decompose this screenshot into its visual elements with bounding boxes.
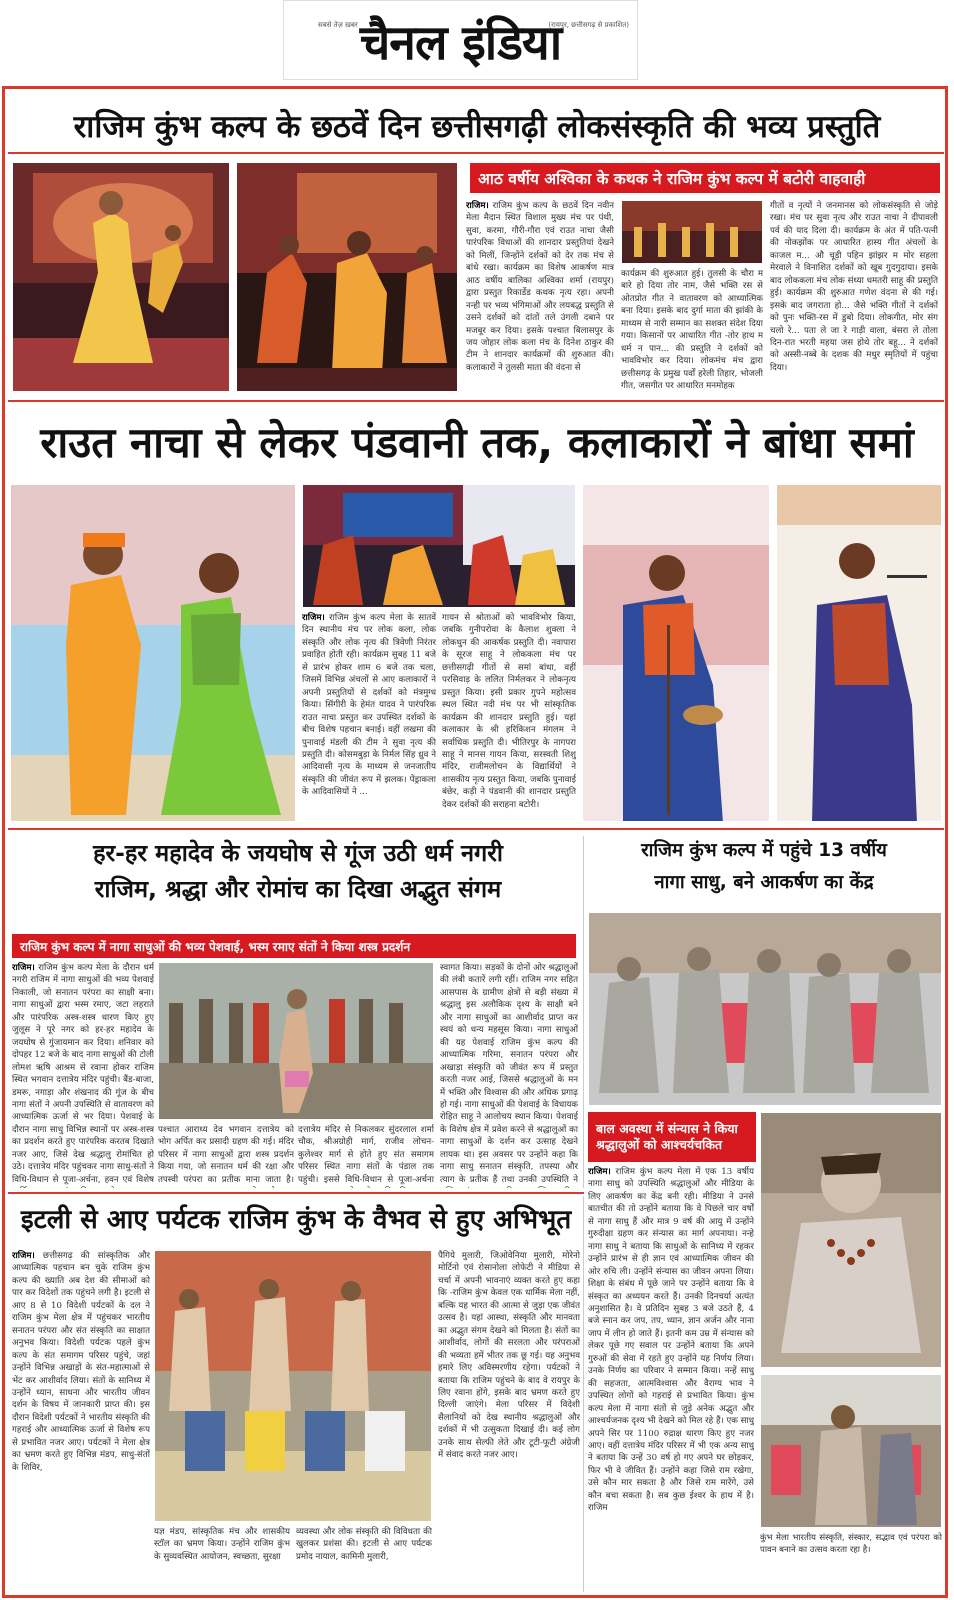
photo-stage-performance: [621, 200, 763, 264]
photo-female-singer-mic: [776, 484, 942, 822]
story4-headline-line1: राजिम कुंभ कल्प में पहुंचे 13 वर्षीय: [641, 840, 887, 861]
masthead-subtitle: (रायपुर, छत्तीसगढ़ से प्रकाशित): [548, 21, 629, 29]
story4-headline-line2: नागा साधु, बने आकर्षण का केंद्र: [654, 872, 874, 893]
story3-headline-line2: राजिम, श्रद्धा और रोमांच का दिखा अद्भुत संगम: [94, 875, 502, 903]
story3-subhead: राजिम कुंभ कल्प में नागा साधुओं की भव्य पेशवाई, भस्म रमाए संतों ने किया शस्त्र प्रदर्शन: [12, 934, 576, 958]
photo-kathak-dancer: [12, 162, 230, 392]
story3-text-col4: स्वागत किया। सड़कों के दोनों ओर श्रद्धालुओं की लंबी कतारें लगी रहीं। राजिम नगर सहित आसपास के ग्रामीण क्षेत्रों से बड़ी संख्या में श्रद्धालु इस अलौकिक दृश्य के साक्षी बने और नागा साधुओं का आशीर्वाद प्राप्त कर स्वयं को धन्य महसूस किया। नागा साधुओं की यह पेशवाई राजिम कुंभ कल्प की आध्यात्मिक गरिमा, सनातन परंपरा और अखाड़ा संस्कृति को जीवंत रूप में प्रस्तुत करती नजर आई, जिससे श्रद्धालुओं के मन में भक्ति और विश्वास की और अधिक प्रगाढ़ हो गई। नागा साधुओं की पेशवाई के विधायक रोहित साहू ने आलोचय स्थान किया। पेशवाई के विशेष क्षेत्र में प्रवेश करने से श्रद्धालुओं का नागा साधुओं के दर्शन कर उत्साह देखने लायक था। इस अवसर पर उन्होंने कहा कि नागा साधु सनातन संस्कृति, तपस्या और त्याग के प्रतीक हैं तथा उनकी उपस्थिति ने: [440, 963, 578, 1185]
story5-text-col4: पैगिये मुलारी, जिओवेनिया मुलारी, मोरेनो मोर्टिनो एवं रोसानोला लोफेटी ने मीडिया से चर्चा में अपनी भावनाएं व्यक्त करते हुए कहा कि -राजिम कुंभ केवल एक धार्मिक मेला नहीं, बल्कि यह भारत की आत्मा से जुड़ा एक जीवंत उत्सव है। यहां आस्था, संस्कृति और मानवता का अद्भुत संगम देखने को मिलता है। संतों का आशीर्वाद, लोगों की सरलता और परंपराओं की भव्यता हमें भीतर तक छू गई। यह अनुभव हमारे लिए अविस्मरणीय रहेगा। पर्यटकों ने बताया कि राजिम पहुंचने के बाद वे रायपुर के लिए रवाना होंगे, इसके बाद भ्रमण करते हुए दिल्ली जाएंगे। मेला परिसर में विदेशी सैलानियों को देख स्थानीय श्रद्धालुओं और दर्शकों में भी उत्सुकता दिखाई दी। कई लोग उनके साथ सेल्फी लेते और टूटी-फूटी अंग्रेजी में संवाद करते नजर आए।: [438, 1251, 580, 1461]
story2-text-col2: गायन से श्रोताओं को भावविभोर किया, जबकि गुनीपरोवा के कैलाश शुक्ला ने लोकधुन की आकर्षक प्रस्तुति दी। नवापारा के सूरज साहू ने लोककला मंच पर छत्तीसगढ़ी गीतों से समां बांधा, वहीं परसिवाड़ के ललित निर्मलकर ने लोकनृत्य प्रस्तुत किया। इसी प्रकार गुपने महोत्सव स्थल स्थित नदी मंच पर भी सांस्कृतिक कार्यक्रम की शानदार प्रस्तुति हुई। यहां कलाकार के श्री हरिकिशन मंगलम ने सर्वाधिक प्रस्तुति दी। भीतिरपुर के नागपरा साहू ने मानस गायन किया, सरस्वती शिशु मंदिर, राजीमलोचन के विद्यार्थियों ने शासकीय नृत्य प्रस्तुत किया, जबकि पुनावाई बंछेर, कड़ी ने पंडवानी की शानदार प्रस्तुति देकर दर्शकों की सराहना बटोरी।: [442, 613, 576, 810]
photo-naga-peshwai: [158, 962, 434, 1120]
photo-pandwani-performance: [302, 484, 576, 608]
photo-female-singer-ektara: [582, 484, 770, 822]
story2-text-col1: राजिम। राजिम कुंभ कल्प मेला के सातवें दिन स्थानीय मंच पर लोक कला, लोक संस्कृति और लोक नृत्य की त्रिवेणी निरंतर प्रवाहित होती रही। कार्यक्रम सुबह 11 बजे से प्रारंभ होकर शाम 6 बजे तक चला, जिसमें विभिन्न अंचलों से आए कलाकारों ने अपनी प्रस्तुतियों से दर्शकों को मंत्रमुग्ध किया। सिंगीरी के हेमंत यादव ने पारंपरिक राउत नाचा प्रस्तुत कर उपस्थित दर्शकों के बीच विशेष पहचान बनाई। वहीं लखमा की पुनावाई मंडली की टीम ने सुवा नृत्य की प्रस्तुति दी। कोसमबुड़ा के निर्मल सिंह ध्रुव ने आदिवासी नृत्य के माध्यम से जनजातीय संस्कृति की जीवंत रूप में झलक। पेंड्राकला के आदिवासियों ने ...: [302, 613, 436, 798]
divider: [8, 152, 944, 154]
story4-caption: कुंभ मेला भारतीय संस्कृति, संस्कार, सद्भाव एवं परंपरा को पावन बनाने का उत्सव करता रहा है।: [760, 1533, 942, 1556]
divider: [583, 1196, 584, 1592]
divider: [583, 836, 584, 1188]
story5-text-col3: व्यवस्था और लोक संस्कृति की विविधता की खुलकर प्रशंसा की। इटली से आए पर्यटक प्रमोद नायाल, कामिनी मुलारी,: [296, 1527, 432, 1562]
photo-raut-nacha-dancers: [10, 484, 296, 822]
photo-young-naga-sadhu: [760, 1112, 942, 1368]
photo-italian-tourists: [154, 1250, 432, 1522]
divider: [8, 1192, 584, 1194]
story1-text-col1: राजिम। राजिम कुंभ कल्प के छठवें दिन नवीन मेला मैदान स्थित विशाल मुख्य मंच पर पंथी, सुवा, करमा, गौरी-गौरा एवं राउत नाचा जैसी पारंपरिक विधाओं की शानदार प्रस्तुतियां देखने को मिलीं, जिन्होंने दर्शकों को देर तक मंच से बांधे रखा। कार्यक्रम का विशेष आकर्षण मात्र आठ वर्षीय बालिका अश्विका शर्मा (रायपुर) द्वारा प्रस्तुत रिकार्डेड कथक नृत्य रहा। अपनी नन्ही पर भव्य भंगिमाओं और लयबद्ध प्रस्तुति से उसने दर्शकों को दांतों तले उंगली दबाने पर मजबूर कर दिया। इसके पश्चात बिलासपुर के जय जोहार लोक कला मंच के दिनेश ठाकुर की टीम ने शानदार कार्यक्रमों की शुरुआत की। कलाकारों ने तुलसी माता की वंदना से: [466, 201, 614, 373]
story1-text-col2: कार्यक्रम की शुरुआत हुई। तुलसी के चौरा म बारे हो दिया तोर नाम, जैसे भक्ति रस से ओतप्रोत गीत ने वातावरण को आध्यात्मिक बना दिया। इसके बाद दुर्गा माता की झांकी के माध्यम से नारी सम्मान का सशक्त संदेश दिया गया। किसानों पर आधारित गीत -तोर हाथ म धर्म न पान... की प्रस्तुति ने दर्शकों को भावविभोर कर दिया। लोकमंच मंच द्वारा छत्तीसगढ़ के प्रमुख पर्वों हरेली तिहार, भोजली गीत, जसगीत पर आधारित मनमोहक: [621, 269, 763, 392]
divider: [8, 400, 944, 402]
story4-subhead: बाल अवस्था में संन्यास ने किया श्रद्धालुओं को आश्चर्यचकित: [588, 1112, 756, 1162]
photo-naga-sadhus-seated: [588, 912, 942, 1106]
story5-headline: इटली से आए पर्यटक राजिम कुंभ के वैभव से हुए अभिभूत: [20, 1205, 572, 1235]
photo-folk-dance-troupe: [236, 162, 458, 392]
masthead-tagline: सबसे तेज़ ख़बर: [318, 21, 358, 29]
story2-headline: राउत नाचा से लेकर पंडवानी तक, कलाकारों ने बांधा समां: [40, 418, 914, 467]
divider: [8, 828, 944, 830]
story3-headline-line1: हर-हर महादेव के जयघोष से गूंज उठी धर्म नगरी: [93, 839, 503, 867]
story3-text-col3: दत्तात्रेय मंदिर से निकलकर सुंदरलाल शर्मा चौक, श्रीअग्रोही मार्ग, राजीव लोचन-कुलेश्वर मार्ग से होते हुए संत समागम परिसर स्थित नागा संतों के पंडाल तक पहुंची। इससे विधि-विधान से पूजा-अर्चना: [298, 1125, 434, 1185]
photo-sadhus-with-devotees: [760, 1374, 942, 1528]
story5-text-col2: यज्ञ मंडप, सांस्कृतिक मंच और शासकीय स्टॉल का भ्रमण किया। उन्होंने राजिम कुंभ के सुव्यवस्थित आयोजन, स्वच्छता, सुरक्षा: [154, 1527, 290, 1562]
story3-text-col2: पश्चात आराध्य देव भगवान दत्तात्रेय को भोग अर्पित कर प्रसादी ग्रहण की गई। मंदिर परिसर में नागा साधुओं द्वारा शस्त्र प्रदर्शन किया गया, जो सनातन धर्म की रक्षा और तपस्वी परंपरा का प्रतीक माना जाता है।: [158, 1125, 294, 1185]
masthead-title: चैनल इंडिया: [359, 15, 562, 71]
story5-text-col1: राजिम। छत्तीसगढ़ की सांस्कृतिक और आध्यात्मिक पहचान बन चुके राजिम कुंभ कल्प की ख्याति अब देश की सीमाओं को पार कर विदेशों तक पहुंचने लगी है। इटली से आए 8 से 10 विदेशी पर्यटकों के दल ने राजिम कुंभ मेला क्षेत्र में पहुंचकर भारतीय सनातन परंपरा और संत संस्कृति का साक्षात अनुभव किया। विदेशी पर्यटक पहले कुंभ कल्प के संत समागम परिसर पहुंचे, जहां उन्होंने विभिन्न अखाड़ों के संत-महात्माओं से भेंट कर आशीर्वाद लिया। संतों के सानिध्य में उन्होंने ध्यान, साधना और भारतीय जीवन दर्शन के विषय में जानकारी प्राप्त की। इस दौरान विदेशी पर्यटकों ने भारतीय संस्कृति की गहराई और आध्यात्मिक ऊर्जा से विशेष रूप से प्रभावित नजर आए। पर्यटकों ने मेला क्षेत्र का भ्रमण करते हुए विभिन्न मंडप, साधु-संतों के शिविर,: [12, 1251, 150, 1473]
story1-headline: राजिम कुंभ कल्प के छठवें दिन छत्तीसगढ़ी लोकसंस्कृति की भव्य प्रस्तुति: [73, 109, 881, 145]
story3-text-col1: राजिम। राजिम कुंभ कल्प मेला के दौरान धर्म नगरी राजिम में नागा साधुओं की भव्य पेशवाई निकाली, जो सनातन परंपरा का साक्षी बना। नागा साधुओं द्वारा भस्म रमाए, जटा लहराते और पारंपरिक अस्त्र-शस्त्र धारण किए हुए जुलूस ने पूरे नगर को हर-हर महादेव के जयघोष से गुंजायमान कर दिया। शनिवार को दोपहर 12 बजे के बाद नागा साधुओं की टोली लोमश ऋषि आश्रम से रवाना होकर राजिम स्थित भगवान दत्तात्रेय मंदिर पहुंची। बैंड-बाजा, डमरू, नगाड़ा और शंखनाद की गूंज के बीच नागा संतों ने अपनी उपस्थिति से वातावरण को आध्यात्मिक ऊर्जा से भर दिया। पेशवाई के दौरान नागा साधु विभिन्न स्थानों पर अस्त्र-शस्त्र का प्रदर्शन करते हुए पारंपरिक करतब दिखाते नजर आए, जिसे देख श्रद्धालु रोमांचित हो उठे। दत्तात्रेय मंदिर पहुंचकर नागा साधु-संतों ने विधि-विधान से पूजा-अर्चना, हवन एवं विशेष: [12, 963, 154, 1185]
story1-text-col3: गीतों व नृत्यों ने जनमानस को लोकसंस्कृति से जोड़े रखा। मंच पर सुवा नृत्य और राउत नाचा ने दीपावली पर्व की याद दिला दी। कार्यक्रम के अंत में पति-पत्नी की नोकझोंक पर आधारित हास्य गीत अंचलों के काजल म... औ चूड़ी पहिन झांझर म मोर सहला मेरवाले ने विनाशित दर्शकों को खूब गुदगुदाया। इसके बाद लोककला मंच लोक संध्या धमतरी साहू की प्रस्तुति हुई। कार्यक्रम की शुरुआत गणेश वंदना से की गई। इसके बाद जगराता हो... जैसे भक्ति गीतों ने दर्शकों को पुनः भक्ति-रस में डुबो दिया। लोकगीत, मोर संग चलो रे... पता ले जा रे गाड़ी वाला, बंसरा ले तोला दिन-रात भरती महया जस होथे तोर बहू... ने दर्शकों को अस्सी-नब्बे के दशक की मधुर स्मृतियों में पहुंचा दिया।: [770, 201, 938, 373]
story1-subhead: आठ वर्षीय अश्विका के कथक ने राजिम कुंभ कल्प में बटोरी वाहवाही: [470, 163, 940, 193]
story4-text: राजिम। राजिम कुंभ कल्प मेला में एक 13 वर्षीय नागा साधु को उपस्थिति श्रद्धालुओं और मीडिया के लिए आकर्षण का केंद्र बनी रही। मीडिया ने उनसे बातचीत की तो उन्होंने बताया कि वे पिछले चार वर्षों से नागा साधु हैं और मात्र 9 वर्ष की आयु में उन्होंने गुरुदीक्षा ग्रहण कर संन्यास का मार्ग अपनाया। नन्हे नागा साधु ने बताया कि साधुओं के सानिध्य में रहकर उन्होंने प्रारंभ से ही ज्ञान एवं आध्यात्मिक जीवन की ओर रुचि ली। उन्होंने संन्यास का जीवन अपना लिया। शिक्षा के संबंध में पूछे जाने पर उन्होंने बताया कि वे संस्कृत का अध्ययन करते हैं। उनकी दिनचर्या अत्यंत अनुशासित है। वे प्रतिदिन सुबह 3 बजे उठते हैं, 4 बजे स्नान कर जप, तप, ध्यान, ज्ञान अर्जन और नाना जाप में लीन हो जाते हैं। इतनी कम उम्र में संन्यास को लेकर पूछे गए सवाल पर उन्होंने बताया कि अपने गुरुओं की सेवा में रहते हुए उन्होंने यह निर्णय लिया। उनके निर्णय का परिवार ने सम्मान किया। नन्हें साधु की सहजता, आत्मविश्वास और वैराग्य भाव ने उपस्थित लोगों को गहराई से प्रभावित किया। कुंभ कल्प मेला में नागा संतों से जुड़े अनेक अद्भुत और आश्चर्यजनक दृश्य भी देखने को मिल रहे हैं। एक साधु अपने सिर पर 1100 रुद्राक्ष धारण किए हुए नजर आए। वहीं दत्तात्रेय मंदिर परिसर में भी एक अन्य साधु ने बताया कि उन्हें 30 वर्ष हो गए अपने घर छोड़कर, फिर भी वे जीवित हैं। उन्होंने कहा जिसे राम रखेगा, उसे कौन मार सकता है और जिसे राम मारेंगे, उसे कौन बचा सकता है। सब कुछ ईश्वर के हाथ में है। राजिम: [588, 1167, 754, 1514]
masthead: [283, 0, 638, 80]
